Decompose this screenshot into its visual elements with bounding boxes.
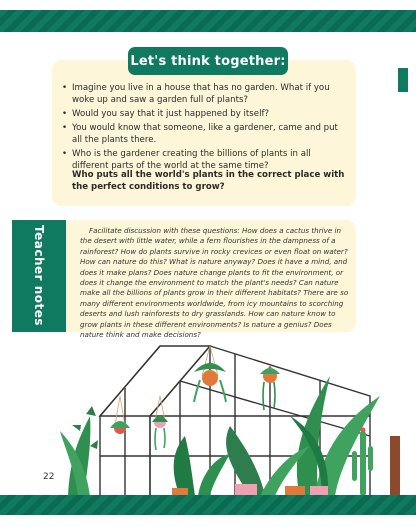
page-edge-tab [398,68,408,92]
list-item: • Imagine you live in a house that has no garden. What if you woke up and saw a garden full of plants? [62,82,348,106]
top-stripe-banner [0,10,416,32]
teacher-notes-text: Facilitate discussion with these questions: How does a cactus thrive in the desert with little water, while a fern flourishes in the dampness of a rainforest? How do plants survive in rocky crevices or even float on water? How can nature do this? What is nature anyway? Does it have a mind, and does it make plans? Does nature change plants to fit the environment, or does it change the environment to match the plant's needs? Can nature make all the billions of plants grow in their different habitats? There are so many different environments worldwide, from icy mountains to scorching deserts and lush rainforests to dry grasslands. How can nature know to grow plants in these different environments? Is nature a genius? Does nature think and make decisions? [80,226,349,340]
list-item: • Would you say that it just happened by itself? [62,108,348,120]
think-together-title: Let's think together: [128,47,288,75]
key-question: Who puts all the world's plants in the correct place with the perfect conditions to grow? [72,170,345,193]
greenhouse-with-plants-icon [60,336,400,496]
list-item: • You would know that someone, like a gardener, came and put all the plants there. [62,122,348,146]
teacher-notes-tab [12,220,66,332]
teacher-notes-label: Teacher notes [32,225,46,327]
page-number: 22 [43,472,55,482]
bottom-stripe-banner [0,495,416,515]
list-item: • Who is the gardener creating the billions of plants in all different parts of the world at the same time? [62,148,348,172]
think-together-list [62,82,348,174]
